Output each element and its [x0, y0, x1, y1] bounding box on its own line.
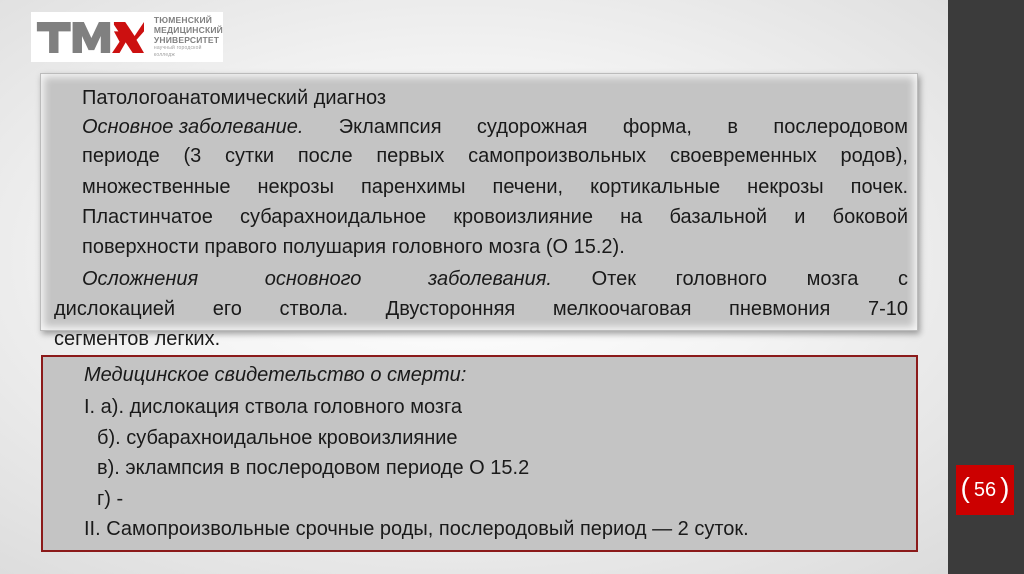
diagnosis-line-2: периоде (3 сутки после первых самопроизвольных своевременных родов), [82, 145, 908, 167]
logo-line-1: ТЮМЕНСКИЙ [153, 15, 213, 25]
slide-number: 56 [973, 478, 997, 501]
tmu-logo-icon [35, 18, 146, 56]
diagnosis-heading: Патологоанатомический диагноз [82, 87, 387, 109]
diagnosis-box [40, 73, 918, 331]
university-logo [31, 12, 223, 62]
certificate-item-3: в). эклампсия в послеродовом периоде О 15.2 [97, 457, 530, 479]
complications-label: Осложнения основного заболевания. [82, 268, 552, 290]
complications-line [82, 268, 908, 291]
logo-line-3: УНИВЕРСИТЕТ [153, 35, 220, 45]
certificate-heading: Медицинское свидетельство о смерти: [84, 364, 467, 386]
diagnosis-line-4: Пластинчатое субарахноидальное кровоизлияние на базальной и боковой [82, 206, 908, 228]
slide-number-badge: ( 56 ) [956, 465, 1014, 515]
diagnosis-line-1: Эклампсия судорожная форма, в послеродовом [303, 116, 908, 138]
complications-line-3: сегментов легких. [54, 328, 221, 350]
certificate-item-2: б). субарахноидальное кровоизлияние [97, 427, 458, 449]
complications-line-1: Отек головного мозга с [552, 268, 908, 290]
logo-text [154, 15, 223, 59]
diagnosis-line-3: множественные некрозы паренхимы печени, кортикальные некрозы почек. [82, 176, 908, 198]
diagnosis-main-line [82, 116, 908, 139]
complications-line-2: дислокацией его ствола. Двусторонняя мелкоочаговая пневмония 7-10 [54, 298, 908, 320]
certificate-item-1: I. а). дислокация ствола головного мозга [84, 396, 463, 418]
diagnosis-line-5: поверхности правого полушария головного мозга (О 15.2). [82, 236, 625, 258]
logo-tagline: научный городской колледж [153, 45, 202, 58]
logo-line-2: МЕДИЦИНСКИЙ [153, 25, 223, 35]
certificate-item-4: г) - [97, 488, 124, 510]
main-disease-label: Основное заболевание. [82, 116, 304, 138]
certificate-item-5: II. Самопроизвольные срочные роды, послеродовый период — 2 суток. [84, 518, 749, 540]
